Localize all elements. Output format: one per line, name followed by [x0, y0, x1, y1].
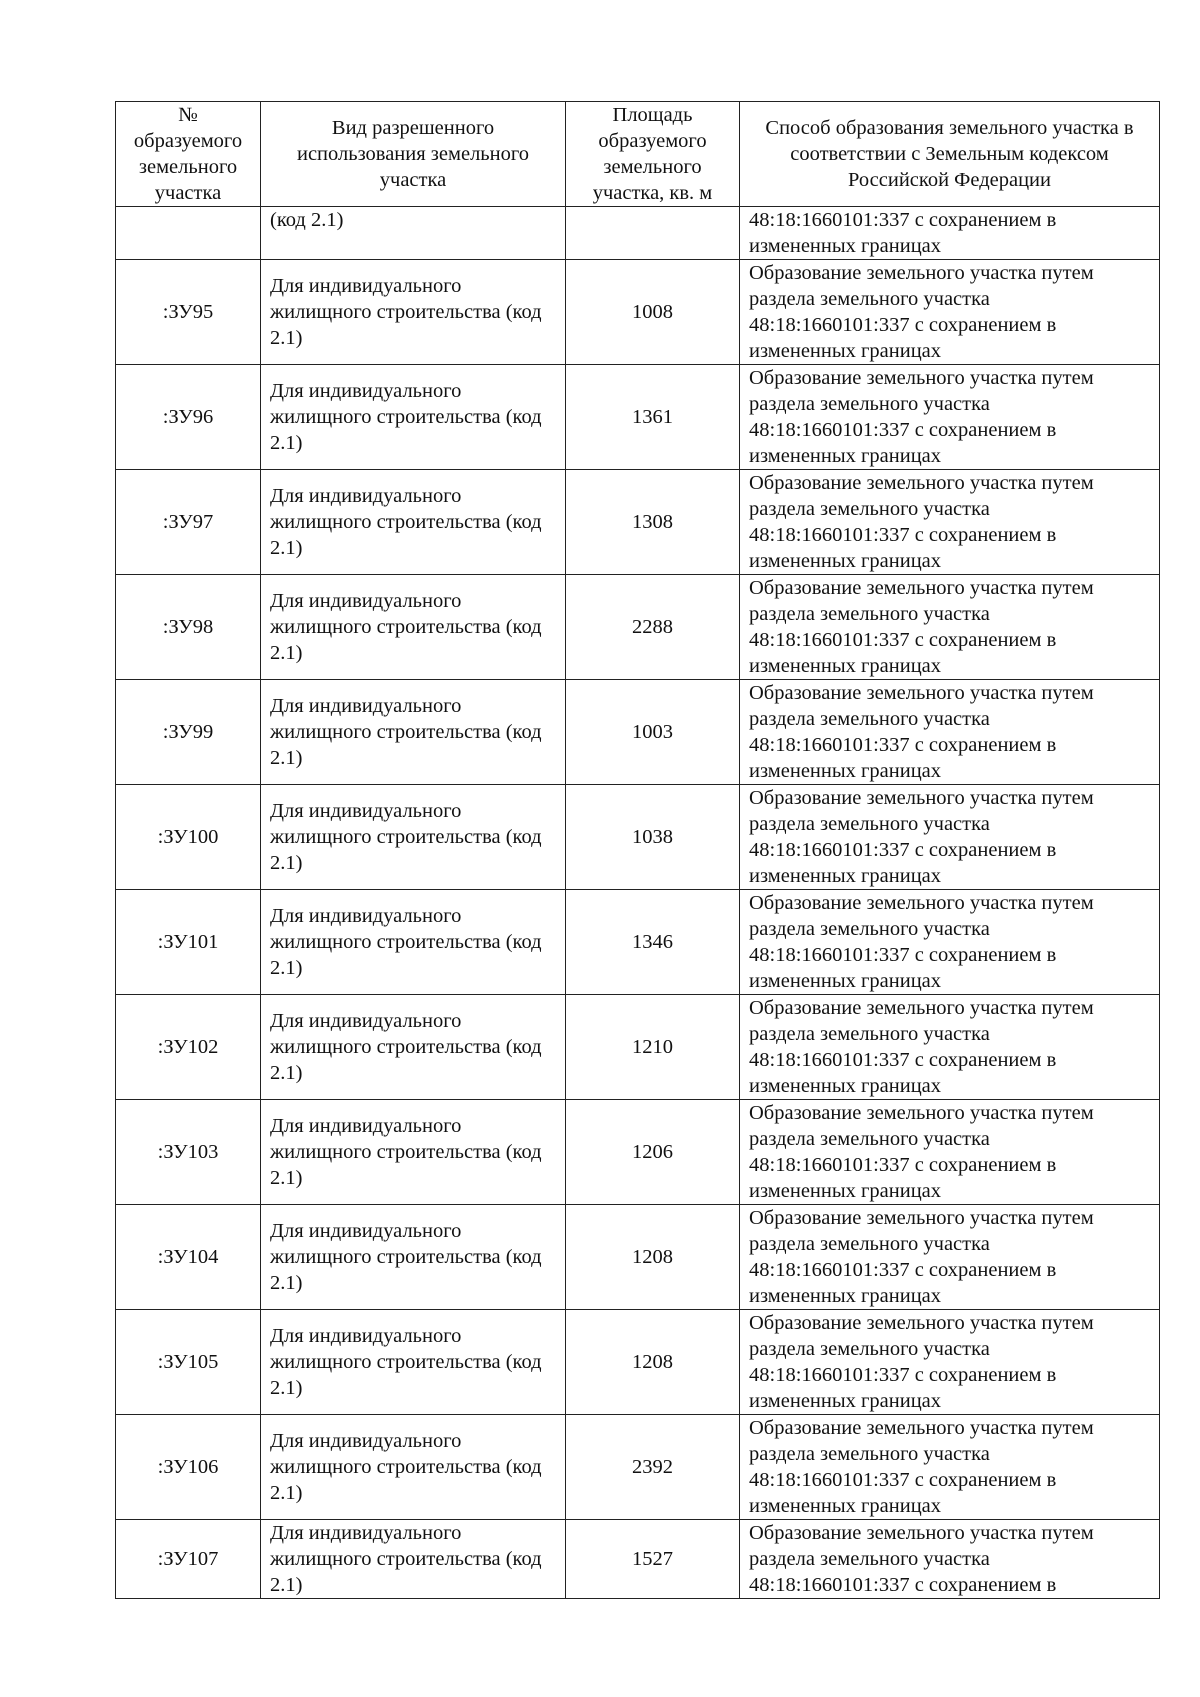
cell-method: Образование земельного участка путем раздела земельного участка 48:18:1660101:337 с сохранением в измененных границах	[740, 680, 1160, 785]
cell-number: :ЗУ103	[116, 1100, 261, 1205]
cell-number: :ЗУ97	[116, 470, 261, 575]
table-row	[116, 365, 1160, 470]
cell-method: Образование земельного участка путем раздела земельного участка 48:18:1660101:337 с сохранением в измененных границах	[740, 1205, 1160, 1310]
cell-number: :ЗУ107	[116, 1520, 261, 1599]
table-row	[116, 680, 1160, 785]
cell-use: Для индивидуального жилищного строительства (код 2.1)	[261, 470, 566, 575]
header-use: Вид разрешенного использования земельного участка	[261, 102, 566, 207]
cell-area: 1346	[566, 890, 740, 995]
cell-use: Для индивидуального жилищного строительства (код 2.1)	[261, 1310, 566, 1415]
cell-method: Образование земельного участка путем раздела земельного участка 48:18:1660101:337 с сохранением в измененных границах	[740, 470, 1160, 575]
table-row	[116, 1520, 1160, 1599]
cell-area: 1008	[566, 260, 740, 365]
header-area: Площадь образуемого земельного участка, кв. м	[566, 102, 740, 207]
cell-area: 1308	[566, 470, 740, 575]
table-row	[116, 890, 1160, 995]
table-row	[116, 1205, 1160, 1310]
cell-use: Для индивидуального жилищного строительства (код 2.1)	[261, 1205, 566, 1310]
cell-area: 1208	[566, 1310, 740, 1415]
land-plots-table	[115, 101, 1160, 1599]
cell-number: :ЗУ95	[116, 260, 261, 365]
cell-method: Образование земельного участка путем раздела земельного участка 48:18:1660101:337 с сохранением в	[740, 1520, 1160, 1599]
cell-area: 1038	[566, 785, 740, 890]
cell-use: (код 2.1)	[261, 207, 566, 260]
table-row	[116, 470, 1160, 575]
cell-number: :ЗУ105	[116, 1310, 261, 1415]
cell-number	[116, 207, 261, 260]
cell-number: :ЗУ100	[116, 785, 261, 890]
cell-number: :ЗУ106	[116, 1415, 261, 1520]
table-body	[116, 207, 1160, 1599]
cell-area: 1208	[566, 1205, 740, 1310]
table-row	[116, 1310, 1160, 1415]
table-row	[116, 785, 1160, 890]
cell-use: Для индивидуального жилищного строительства (код 2.1)	[261, 365, 566, 470]
cell-method: Образование земельного участка путем раздела земельного участка 48:18:1660101:337 с сохранением в измененных границах	[740, 365, 1160, 470]
cell-use: Для индивидуального жилищного строительства (код 2.1)	[261, 890, 566, 995]
cell-method: Образование земельного участка путем раздела земельного участка 48:18:1660101:337 с сохранением в измененных границах	[740, 1310, 1160, 1415]
cell-number: :ЗУ102	[116, 995, 261, 1100]
cell-area: 1003	[566, 680, 740, 785]
cell-number: :ЗУ96	[116, 365, 261, 470]
cell-use: Для индивидуального жилищного строительства (код 2.1)	[261, 1415, 566, 1520]
cell-area: 1210	[566, 995, 740, 1100]
cell-method: Образование земельного участка путем раздела земельного участка 48:18:1660101:337 с сохранением в измененных границах	[740, 890, 1160, 995]
cell-method: Образование земельного участка путем раздела земельного участка 48:18:1660101:337 с сохранением в измененных границах	[740, 785, 1160, 890]
cell-use: Для индивидуального жилищного строительства (код 2.1)	[261, 680, 566, 785]
cell-use: Для индивидуального жилищного строительства (код 2.1)	[261, 995, 566, 1100]
header-row	[116, 102, 1160, 207]
table-row	[116, 260, 1160, 365]
cell-method: Образование земельного участка путем раздела земельного участка 48:18:1660101:337 с сохранением в измененных границах	[740, 260, 1160, 365]
cell-use: Для индивидуального жилищного строительства (код 2.1)	[261, 575, 566, 680]
table-row	[116, 575, 1160, 680]
cell-use: Для индивидуального жилищного строительства (код 2.1)	[261, 260, 566, 365]
cell-number: :ЗУ101	[116, 890, 261, 995]
cell-area: 2392	[566, 1415, 740, 1520]
header-method: Способ образования земельного участка в соответствии с Земельным кодексом Российской Федерации	[740, 102, 1160, 207]
table-header	[116, 102, 1160, 207]
table-row	[116, 995, 1160, 1100]
cell-number: :ЗУ98	[116, 575, 261, 680]
cell-number: :ЗУ104	[116, 1205, 261, 1310]
cell-use: Для индивидуального жилищного строительства (код 2.1)	[261, 785, 566, 890]
cell-method: Образование земельного участка путем раздела земельного участка 48:18:1660101:337 с сохранением в измененных границах	[740, 1415, 1160, 1520]
cell-use: Для индивидуального жилищного строительства (код 2.1)	[261, 1520, 566, 1599]
table-row	[116, 1100, 1160, 1205]
cell-method: Образование земельного участка путем раздела земельного участка 48:18:1660101:337 с сохранением в измененных границах	[740, 1100, 1160, 1205]
cell-area	[566, 207, 740, 260]
cell-method: Образование земельного участка путем раздела земельного участка 48:18:1660101:337 с сохранением в измененных границах	[740, 995, 1160, 1100]
cell-number: :ЗУ99	[116, 680, 261, 785]
table-row	[116, 1415, 1160, 1520]
cell-area: 1361	[566, 365, 740, 470]
cell-method: 48:18:1660101:337 с сохранением в измененных границах	[740, 207, 1160, 260]
cell-area: 1527	[566, 1520, 740, 1599]
continuation-row	[116, 207, 1160, 260]
cell-area: 2288	[566, 575, 740, 680]
header-number: № образуемого земельного участка	[116, 102, 261, 207]
cell-method: Образование земельного участка путем раздела земельного участка 48:18:1660101:337 с сохранением в измененных границах	[740, 575, 1160, 680]
cell-area: 1206	[566, 1100, 740, 1205]
cell-use: Для индивидуального жилищного строительства (код 2.1)	[261, 1100, 566, 1205]
